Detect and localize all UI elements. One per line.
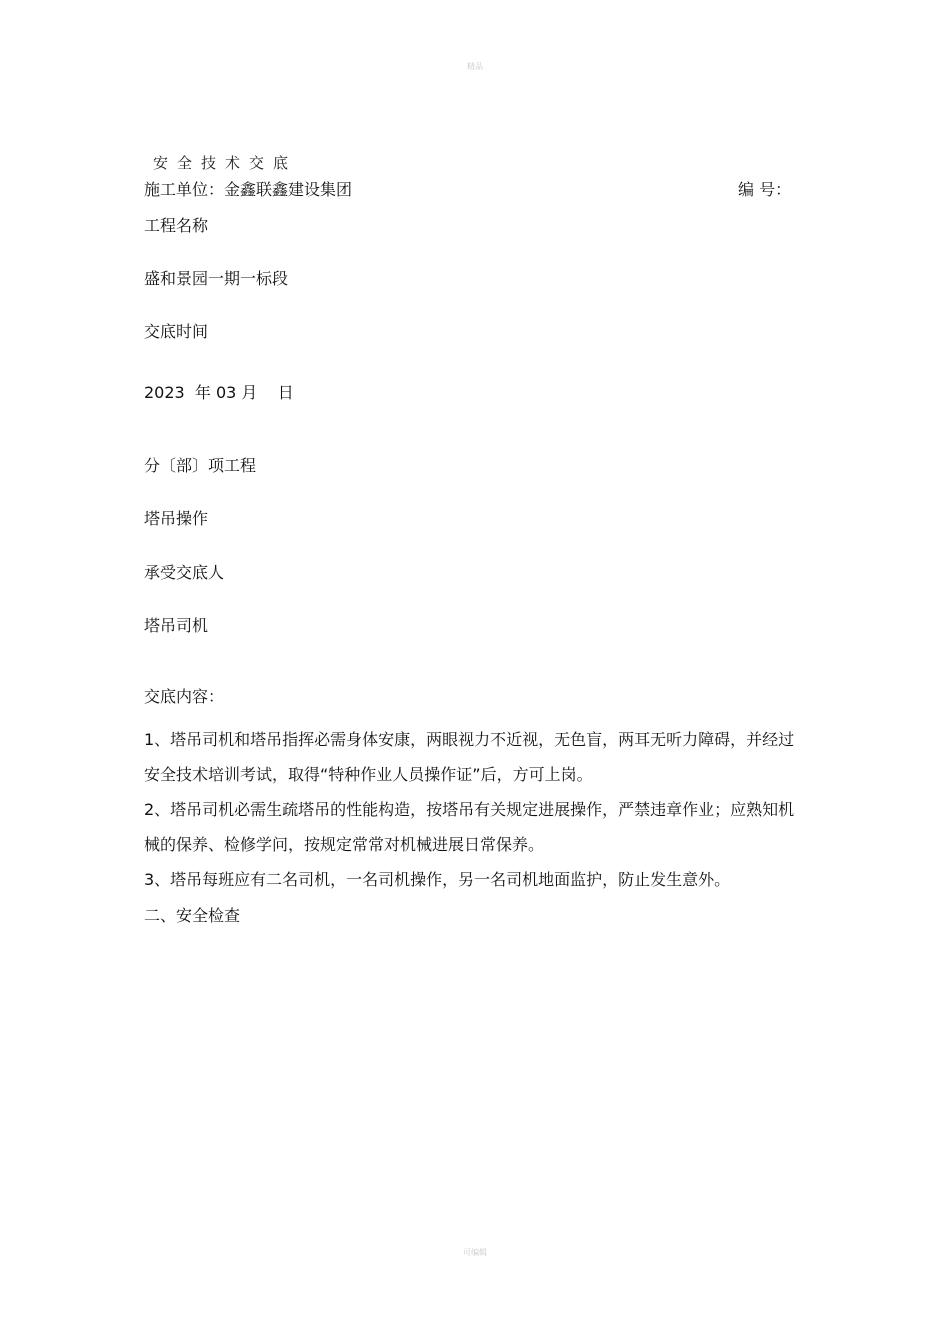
recipient-value: 塔吊司机 [144, 616, 209, 635]
recipient-label: 承受交底人 [144, 563, 225, 582]
section-two-heading: 二、安全检查 [144, 906, 241, 925]
construction-unit: 施工单位：金鑫联鑫建设集团 [144, 180, 353, 199]
page-header-mark: 精品 [467, 62, 483, 71]
content-item-3: 3、塔吊每班应有二名司机，一名司机操作，另一名司机地面监护，防止发生意外。 [144, 870, 731, 889]
content-label: 交底内容： [144, 687, 225, 706]
date-label: 交底时间 [144, 322, 209, 341]
content-item-2: 2、塔吊司机必需生疏塔吊的性能构造，按塔吊有关规定进展操作，严禁违章作业；应熟知机械的保养、检修学问，按规定常常对机械进展日常保养。 [144, 800, 795, 854]
document-title: 安全技术交底 [153, 154, 298, 172]
project-name-label: 工程名称 [144, 216, 209, 235]
subproject-value: 塔吊操作 [144, 509, 209, 528]
project-name-value: 盛和景园一期一标段 [144, 269, 289, 288]
document-number-label: 编 号： [738, 180, 792, 199]
date-value: 2023 年 03 月 日 [144, 383, 294, 402]
subproject-label: 分〔部〕项工程 [144, 456, 257, 475]
page-footer-mark: 可编辑 [463, 1248, 487, 1257]
content-item-1: 1、塔吊司机和塔吊指挥必需身体安康，两眼视力不近视，无色盲，两耳无听力障碍，并经过安全技术培训考试，取得“特种作业人员操作证”后，方可上岗。 [144, 730, 795, 784]
